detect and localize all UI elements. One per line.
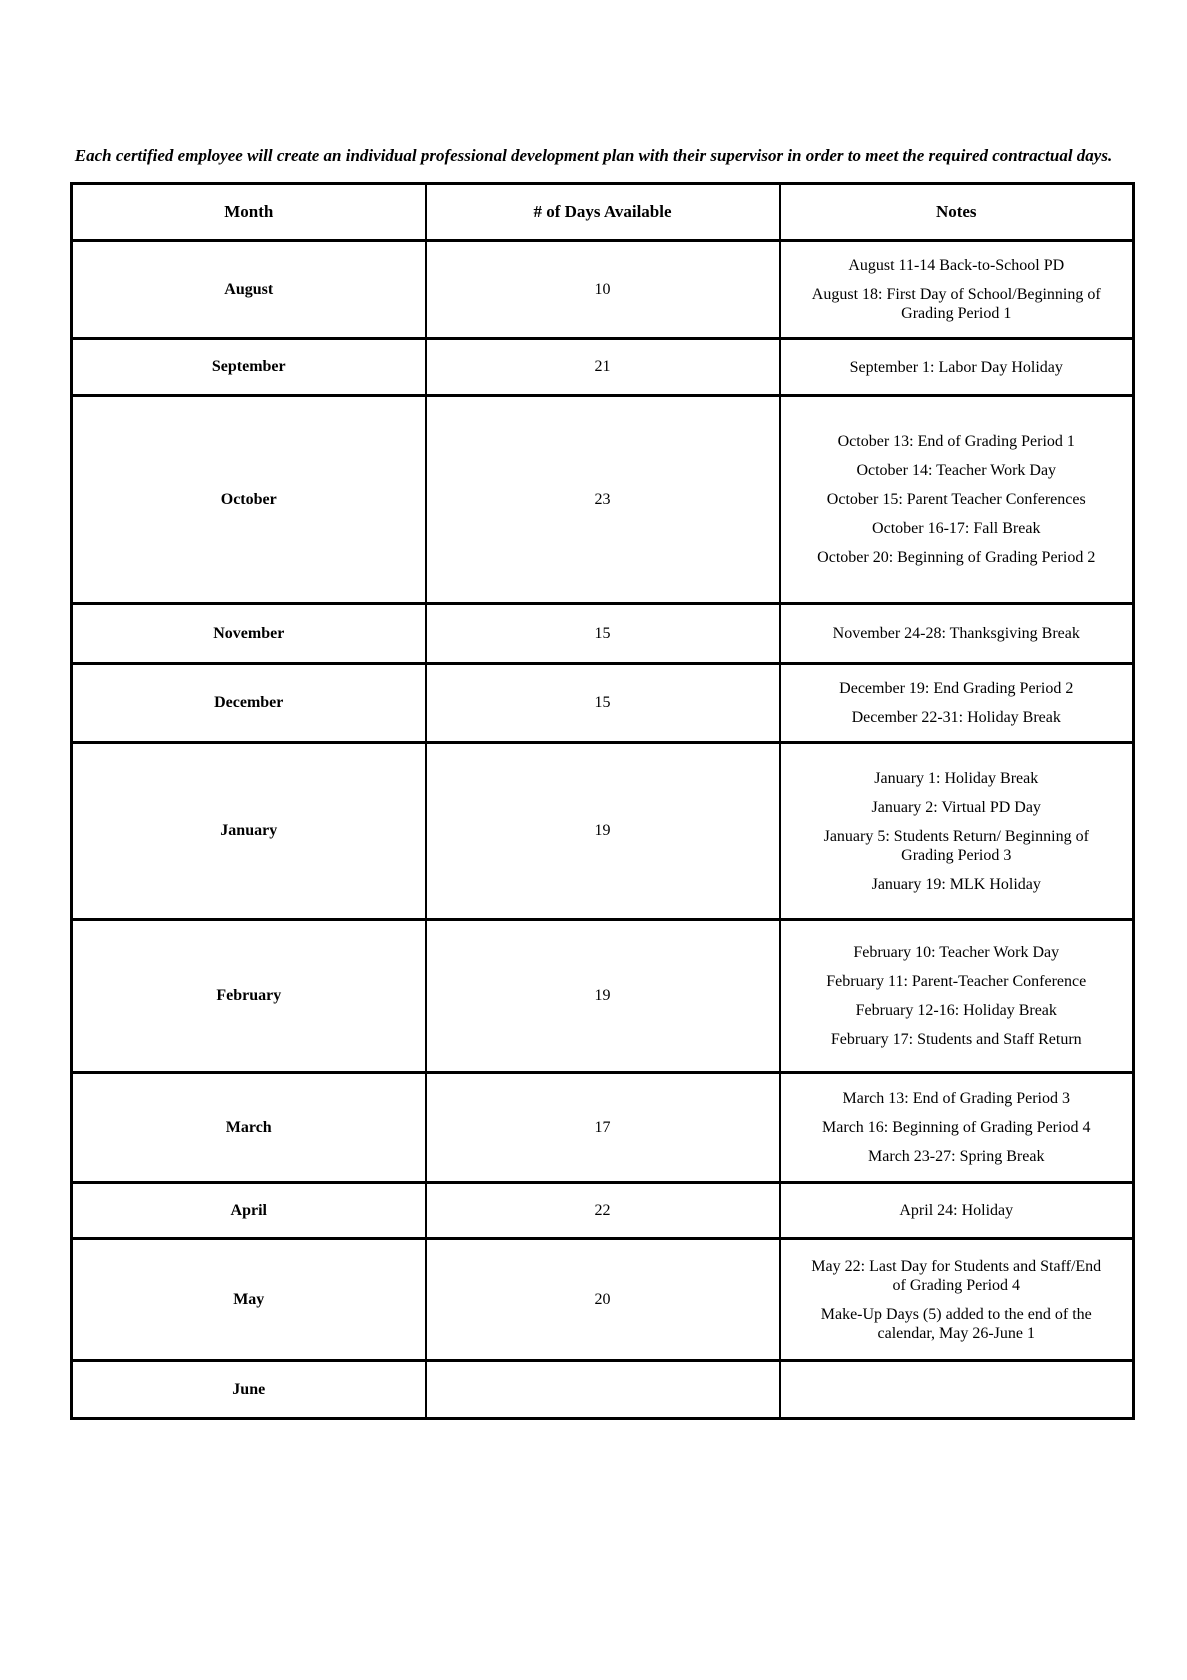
days-cell: 15 (426, 604, 780, 664)
notes-cell (780, 1239, 1134, 1361)
table-row-june (72, 1361, 1134, 1419)
month-cell: May (72, 1239, 426, 1361)
table-row-march (72, 1073, 1134, 1183)
note-line: January 1: Holiday Break (874, 769, 1039, 787)
table-row-january (72, 743, 1134, 920)
table-row-october (72, 396, 1134, 604)
table-row-november (72, 604, 1134, 664)
table-row-december (72, 664, 1134, 743)
intro-paragraph: Each certified employee will create an individual professional development plan with their supervisor in order to meet the required contractual days. (74, 146, 1113, 165)
notes-cell (780, 241, 1134, 339)
note-line: October 20: Beginning of Grading Period 2 (817, 549, 1096, 566)
month-cell: April (72, 1183, 426, 1239)
note-line: January 19: MLK Holiday (871, 875, 1041, 893)
table-row-may (72, 1239, 1134, 1361)
note-line: January 5: Students Return/ Beginning of Grading Period 3 (823, 827, 1089, 864)
days-cell: 15 (426, 664, 780, 743)
table-row-april (72, 1183, 1134, 1239)
column-header-days: # of Days Available (426, 184, 780, 241)
note-line: November 24-28: Thanksgiving Break (832, 625, 1080, 642)
note-line: October 15: Parent Teacher Conferences (826, 491, 1086, 508)
notes-cell (780, 604, 1134, 664)
note-line: February 17: Students and Staff Return (830, 1031, 1082, 1048)
month-cell: June (72, 1361, 426, 1419)
table-row-february (72, 920, 1134, 1073)
days-cell: 17 (426, 1073, 780, 1183)
column-header-month: Month (72, 184, 426, 241)
note-line: April 24: Holiday (899, 1202, 1014, 1219)
month-cell: February (72, 920, 426, 1073)
note-line: February 11: Parent-Teacher Conference (826, 973, 1087, 990)
note-line: January 2: Virtual PD Day (871, 798, 1041, 816)
note-line: October 14: Teacher Work Day (856, 462, 1057, 479)
note-line: May 22: Last Day for Students and Staff/End of Grading Period 4 (811, 1257, 1102, 1294)
days-cell: 22 (426, 1183, 780, 1239)
note-line: December 22-31: Holiday Break (851, 709, 1061, 726)
note-line: March 23-27: Spring Break (868, 1148, 1045, 1165)
notes-cell (780, 339, 1134, 396)
month-cell: March (72, 1073, 426, 1183)
header-row (72, 184, 1134, 241)
note-line: Make-Up Days (5) added to the end of the calendar, May 26-June 1 (820, 1305, 1092, 1342)
note-line: February 10: Teacher Work Day (853, 944, 1060, 961)
note-line: February 12-16: Holiday Break (855, 1002, 1057, 1019)
note-line: August 11-14 Back-to-School PD (848, 257, 1065, 274)
note-line: December 19: End Grading Period 2 (839, 680, 1074, 697)
days-cell: 21 (426, 339, 780, 396)
month-cell: October (72, 396, 426, 604)
notes-cell (780, 396, 1134, 604)
days-cell: 19 (426, 743, 780, 920)
month-cell: August (72, 241, 426, 339)
days-cell: 10 (426, 241, 780, 339)
note-line: October 16-17: Fall Break (872, 520, 1041, 537)
notes-cell (780, 920, 1134, 1073)
note-line: October 13: End of Grading Period 1 (837, 433, 1075, 450)
page (0, 144, 1187, 1680)
days-cell (426, 1361, 780, 1419)
note-line: March 16: Beginning of Grading Period 4 (822, 1119, 1091, 1136)
note-line: March 13: End of Grading Period 3 (842, 1090, 1070, 1107)
notes-cell (780, 1183, 1134, 1239)
days-cell: 23 (426, 396, 780, 604)
note-line: September 1: Labor Day Holiday (849, 358, 1063, 376)
notes-cell (780, 664, 1134, 743)
month-cell: November (72, 604, 426, 664)
notes-cell (780, 1073, 1134, 1183)
notes-cell (780, 743, 1134, 920)
table-row-september (72, 339, 1134, 396)
month-cell: September (72, 339, 426, 396)
notes-cell (780, 1361, 1134, 1419)
calendar-table (70, 182, 1135, 1420)
month-cell: January (72, 743, 426, 920)
note-line: August 18: First Day of School/Beginning of Grading Period 1 (811, 286, 1101, 322)
table-row-august (72, 241, 1134, 339)
days-cell: 20 (426, 1239, 780, 1361)
column-header-notes: Notes (780, 184, 1134, 241)
month-cell: December (72, 664, 426, 743)
days-cell: 19 (426, 920, 780, 1073)
